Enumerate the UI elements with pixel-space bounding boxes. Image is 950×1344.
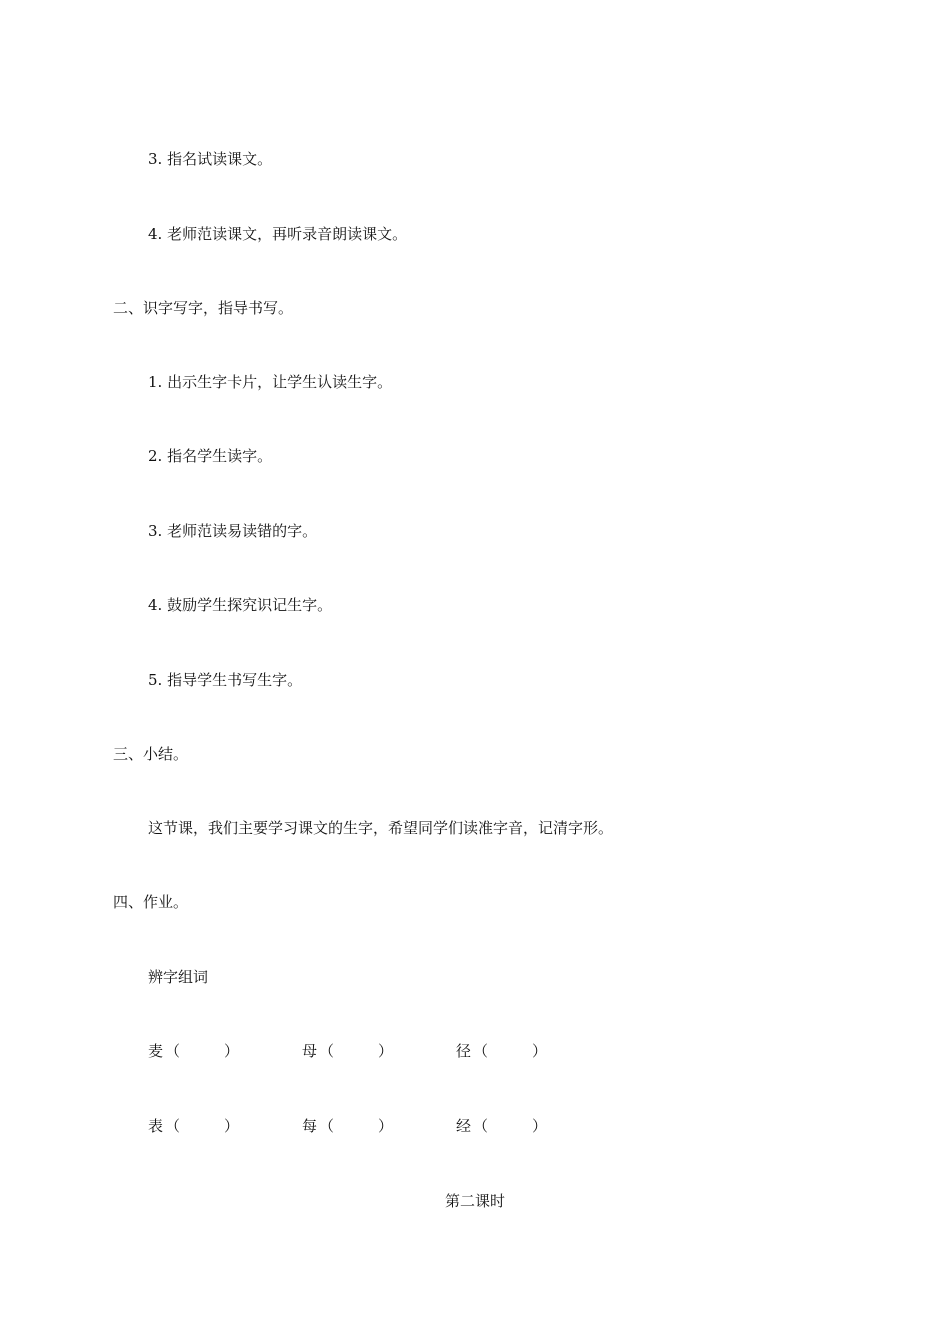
close-paren: ）	[532, 1117, 548, 1135]
open-paren: （	[165, 1042, 181, 1060]
lesson-two-heading: 第二课时	[444, 1192, 505, 1210]
exercise-char: 母	[302, 1042, 318, 1060]
step-4-explore: 4. 鼓励学生探究识记生字。	[148, 596, 333, 614]
exercise-char: 径	[456, 1042, 472, 1060]
step-5-writing: 5. 指导学生书写生字。	[148, 671, 303, 689]
close-paren: ）	[224, 1117, 240, 1135]
exercise-char: 表	[148, 1117, 164, 1135]
exercise-item	[456, 1041, 547, 1061]
step-4-teacher-reads: 4. 老师范读课文，再听录音朗读课文。	[148, 225, 408, 243]
step-3-read-text: 3. 指名试读课文。	[148, 150, 273, 168]
exercise-item	[302, 1116, 393, 1136]
exercise-char: 经	[456, 1117, 472, 1135]
exercise-item	[148, 1116, 239, 1136]
step-2-read-characters: 2. 指名学生读字。	[148, 447, 273, 465]
open-paren: （	[473, 1117, 489, 1135]
summary-text: 这节课，我们主要学习课文的生字，希望同学们读准字音，记清字形。	[148, 819, 614, 837]
exercise-char: 每	[302, 1117, 318, 1135]
exercise-char: 麦	[148, 1042, 164, 1060]
step-1-flashcards: 1. 出示生字卡片，让学生认读生字。	[148, 373, 393, 391]
section-heading-2: 二、识字写字，指导书写。	[113, 299, 294, 317]
close-paren: ）	[378, 1117, 394, 1135]
exercise-item	[302, 1041, 393, 1061]
section-heading-3: 三、小结。	[113, 745, 189, 763]
open-paren: （	[319, 1042, 335, 1060]
exercise-title: 辨字组词	[148, 968, 209, 986]
open-paren: （	[165, 1117, 181, 1135]
close-paren: ）	[532, 1042, 548, 1060]
section-heading-4: 四、作业。	[113, 893, 189, 911]
open-paren: （	[473, 1042, 489, 1060]
close-paren: ）	[224, 1042, 240, 1060]
open-paren: （	[319, 1117, 335, 1135]
step-3-teacher-reads-hard: 3. 老师范读易读错的字。	[148, 522, 318, 540]
exercise-item	[456, 1116, 547, 1136]
exercise-item	[148, 1041, 239, 1061]
close-paren: ）	[378, 1042, 394, 1060]
